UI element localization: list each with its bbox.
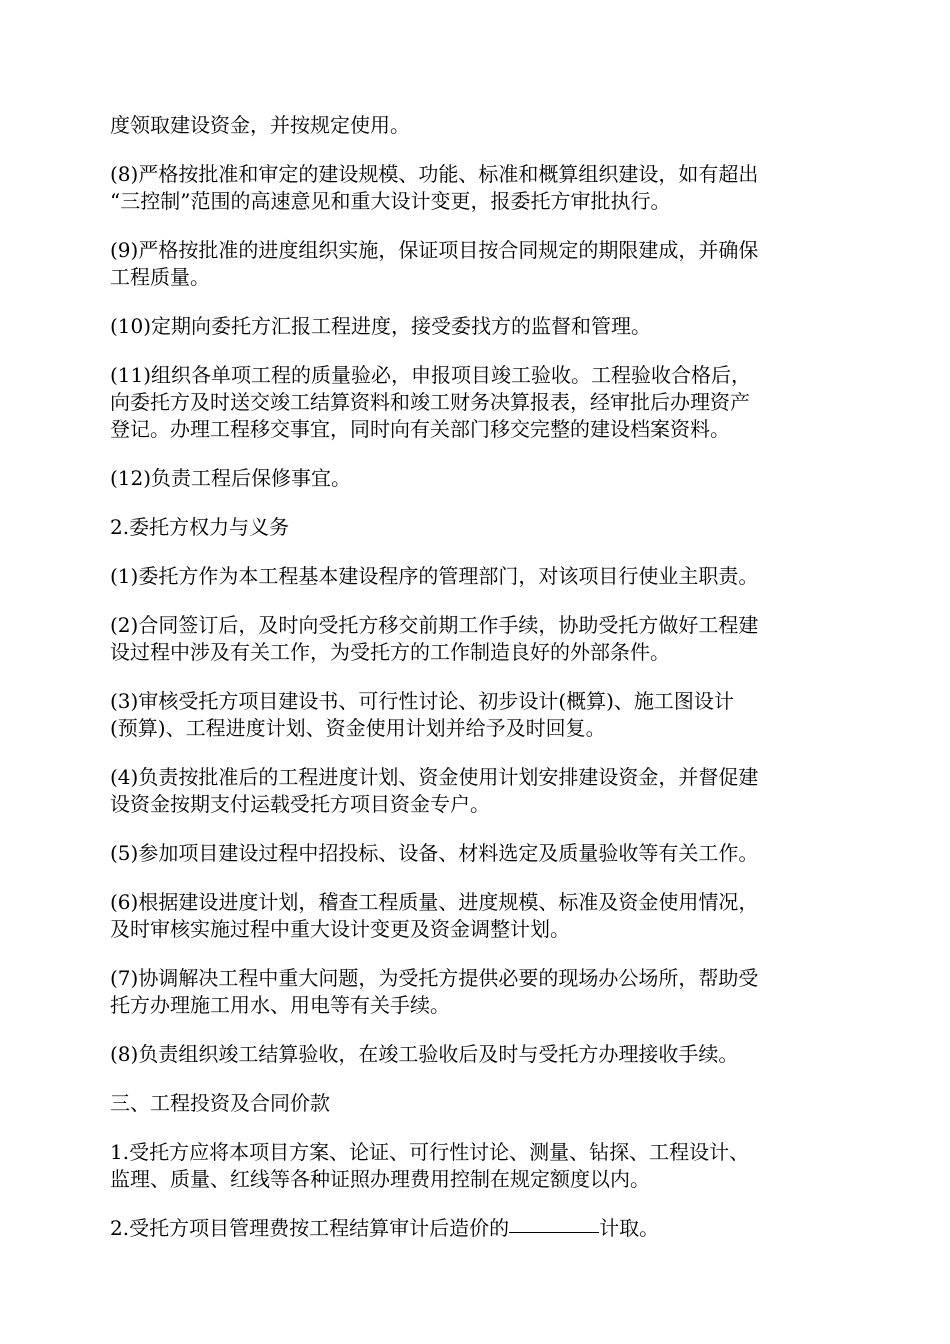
- paragraph-line: (预算)、工程进度计划、资金使用计划并给予及时回复。: [110, 716, 606, 740]
- paragraph: [110, 1090, 845, 1117]
- paragraph: [110, 1139, 845, 1193]
- paragraph-line: (11)组织各单项工程的质量验必，申报项目竣工验收。工程验收合格后，: [110, 363, 752, 387]
- paragraph: [110, 764, 845, 818]
- paragraph-line: 设资金按期支付运载受托方项目资金专户。: [110, 792, 490, 816]
- paragraph: [110, 1041, 845, 1068]
- paragraph: [110, 965, 845, 1019]
- paragraph-line: 监理、质量、红线等各种证照办理费用控制在规定额度以内。: [110, 1167, 650, 1191]
- paragraph-line: 2.委托方权力与义务: [110, 515, 290, 539]
- paragraph: [110, 237, 845, 291]
- paragraph-text-before-blank: 2.受托方项目管理费按工程结算审计后造价的: [110, 1216, 510, 1240]
- paragraph: [110, 688, 845, 742]
- paragraph: [110, 112, 845, 139]
- paragraph-line: (6)根据建设进度计划，稽查工程质量、进度规模、标准及资金使用情况，: [110, 890, 759, 914]
- paragraph-line: 工程质量。: [110, 265, 210, 289]
- paragraph: [110, 612, 845, 666]
- paragraph-line: 及时审核实施过程中重大设计变更及资金调整计划。: [110, 917, 570, 941]
- document-page: [110, 112, 845, 1264]
- paragraph-line: 登记。办理工程移交事宜，同时向有关部门移交完整的建设档案资料。: [110, 417, 730, 441]
- paragraph-line: (4)负责按批准后的工程进度计划、资金使用计划安排建设资金，并督促建: [110, 765, 759, 789]
- paragraph-line: (12)负责工程后保修事宜。: [110, 466, 352, 490]
- fill-in-blank: [509, 1232, 599, 1233]
- paragraph-text-after-blank: 计取。: [599, 1216, 660, 1240]
- paragraph: [110, 465, 845, 492]
- paragraph: [110, 313, 845, 340]
- paragraph: [110, 889, 845, 943]
- paragraph-line: (8)严格按批准和审定的建设规模、功能、标准和概算组织建设，如有超出: [110, 162, 759, 186]
- document-body: [110, 112, 845, 1193]
- paragraph-line: “三控制”范围的高速意见和重大设计变更，报委托方审批执行。: [110, 189, 671, 213]
- paragraph: [110, 563, 845, 590]
- paragraph-line: 托方办理施工用水、用电等有关手续。: [110, 993, 450, 1017]
- paragraph-line: 设过程中涉及有关工作，为受托方的工作制造良好的外部条件。: [110, 640, 670, 664]
- paragraph: [110, 514, 845, 541]
- paragraph-line: (8)负责组织竣工结算验收，在竣工验收后及时与受托方办理接收手续。: [110, 1042, 739, 1066]
- paragraph-line: 三、工程投资及合同价款: [110, 1091, 330, 1115]
- paragraph-line: (10)定期向委托方汇报工程进度，接受委找方的监督和管理。: [110, 314, 652, 338]
- paragraph: [110, 362, 845, 443]
- paragraph-line: 1.受托方应将本项目方案、论证、可行性讨论、测量、钻探、工程设计、: [110, 1140, 750, 1164]
- paragraph-line: 度领取建设资金，并按规定使用。: [110, 113, 410, 137]
- paragraph-management-fee: [110, 1215, 845, 1242]
- paragraph: [110, 161, 845, 215]
- paragraph-line: (3)审核受托方项目建设书、可行性讨论、初步设计(概算)、施工图设计: [110, 689, 734, 713]
- paragraph-line: (5)参加项目建设过程中招投标、设备、材料选定及质量验收等有关工作。: [110, 841, 759, 865]
- paragraph: [110, 840, 845, 867]
- paragraph-line: (1)委托方作为本工程基本建设程序的管理部门，对该项目行使业主职责。: [110, 564, 759, 588]
- paragraph-line: (7)协调解决工程中重大问题，为受托方提供必要的现场办公场所，帮助受: [110, 966, 759, 990]
- paragraph-line: 向委托方及时送交竣工结算资料和竣工财务决算报表，经审批后办理资产: [110, 390, 750, 414]
- paragraph-line: (2)合同签订后，及时向受托方移交前期工作手续，协助受托方做好工程建: [110, 613, 759, 637]
- paragraph-line: (9)严格按批准的进度组织实施，保证项目按合同规定的期限建成，并确保: [110, 238, 759, 262]
